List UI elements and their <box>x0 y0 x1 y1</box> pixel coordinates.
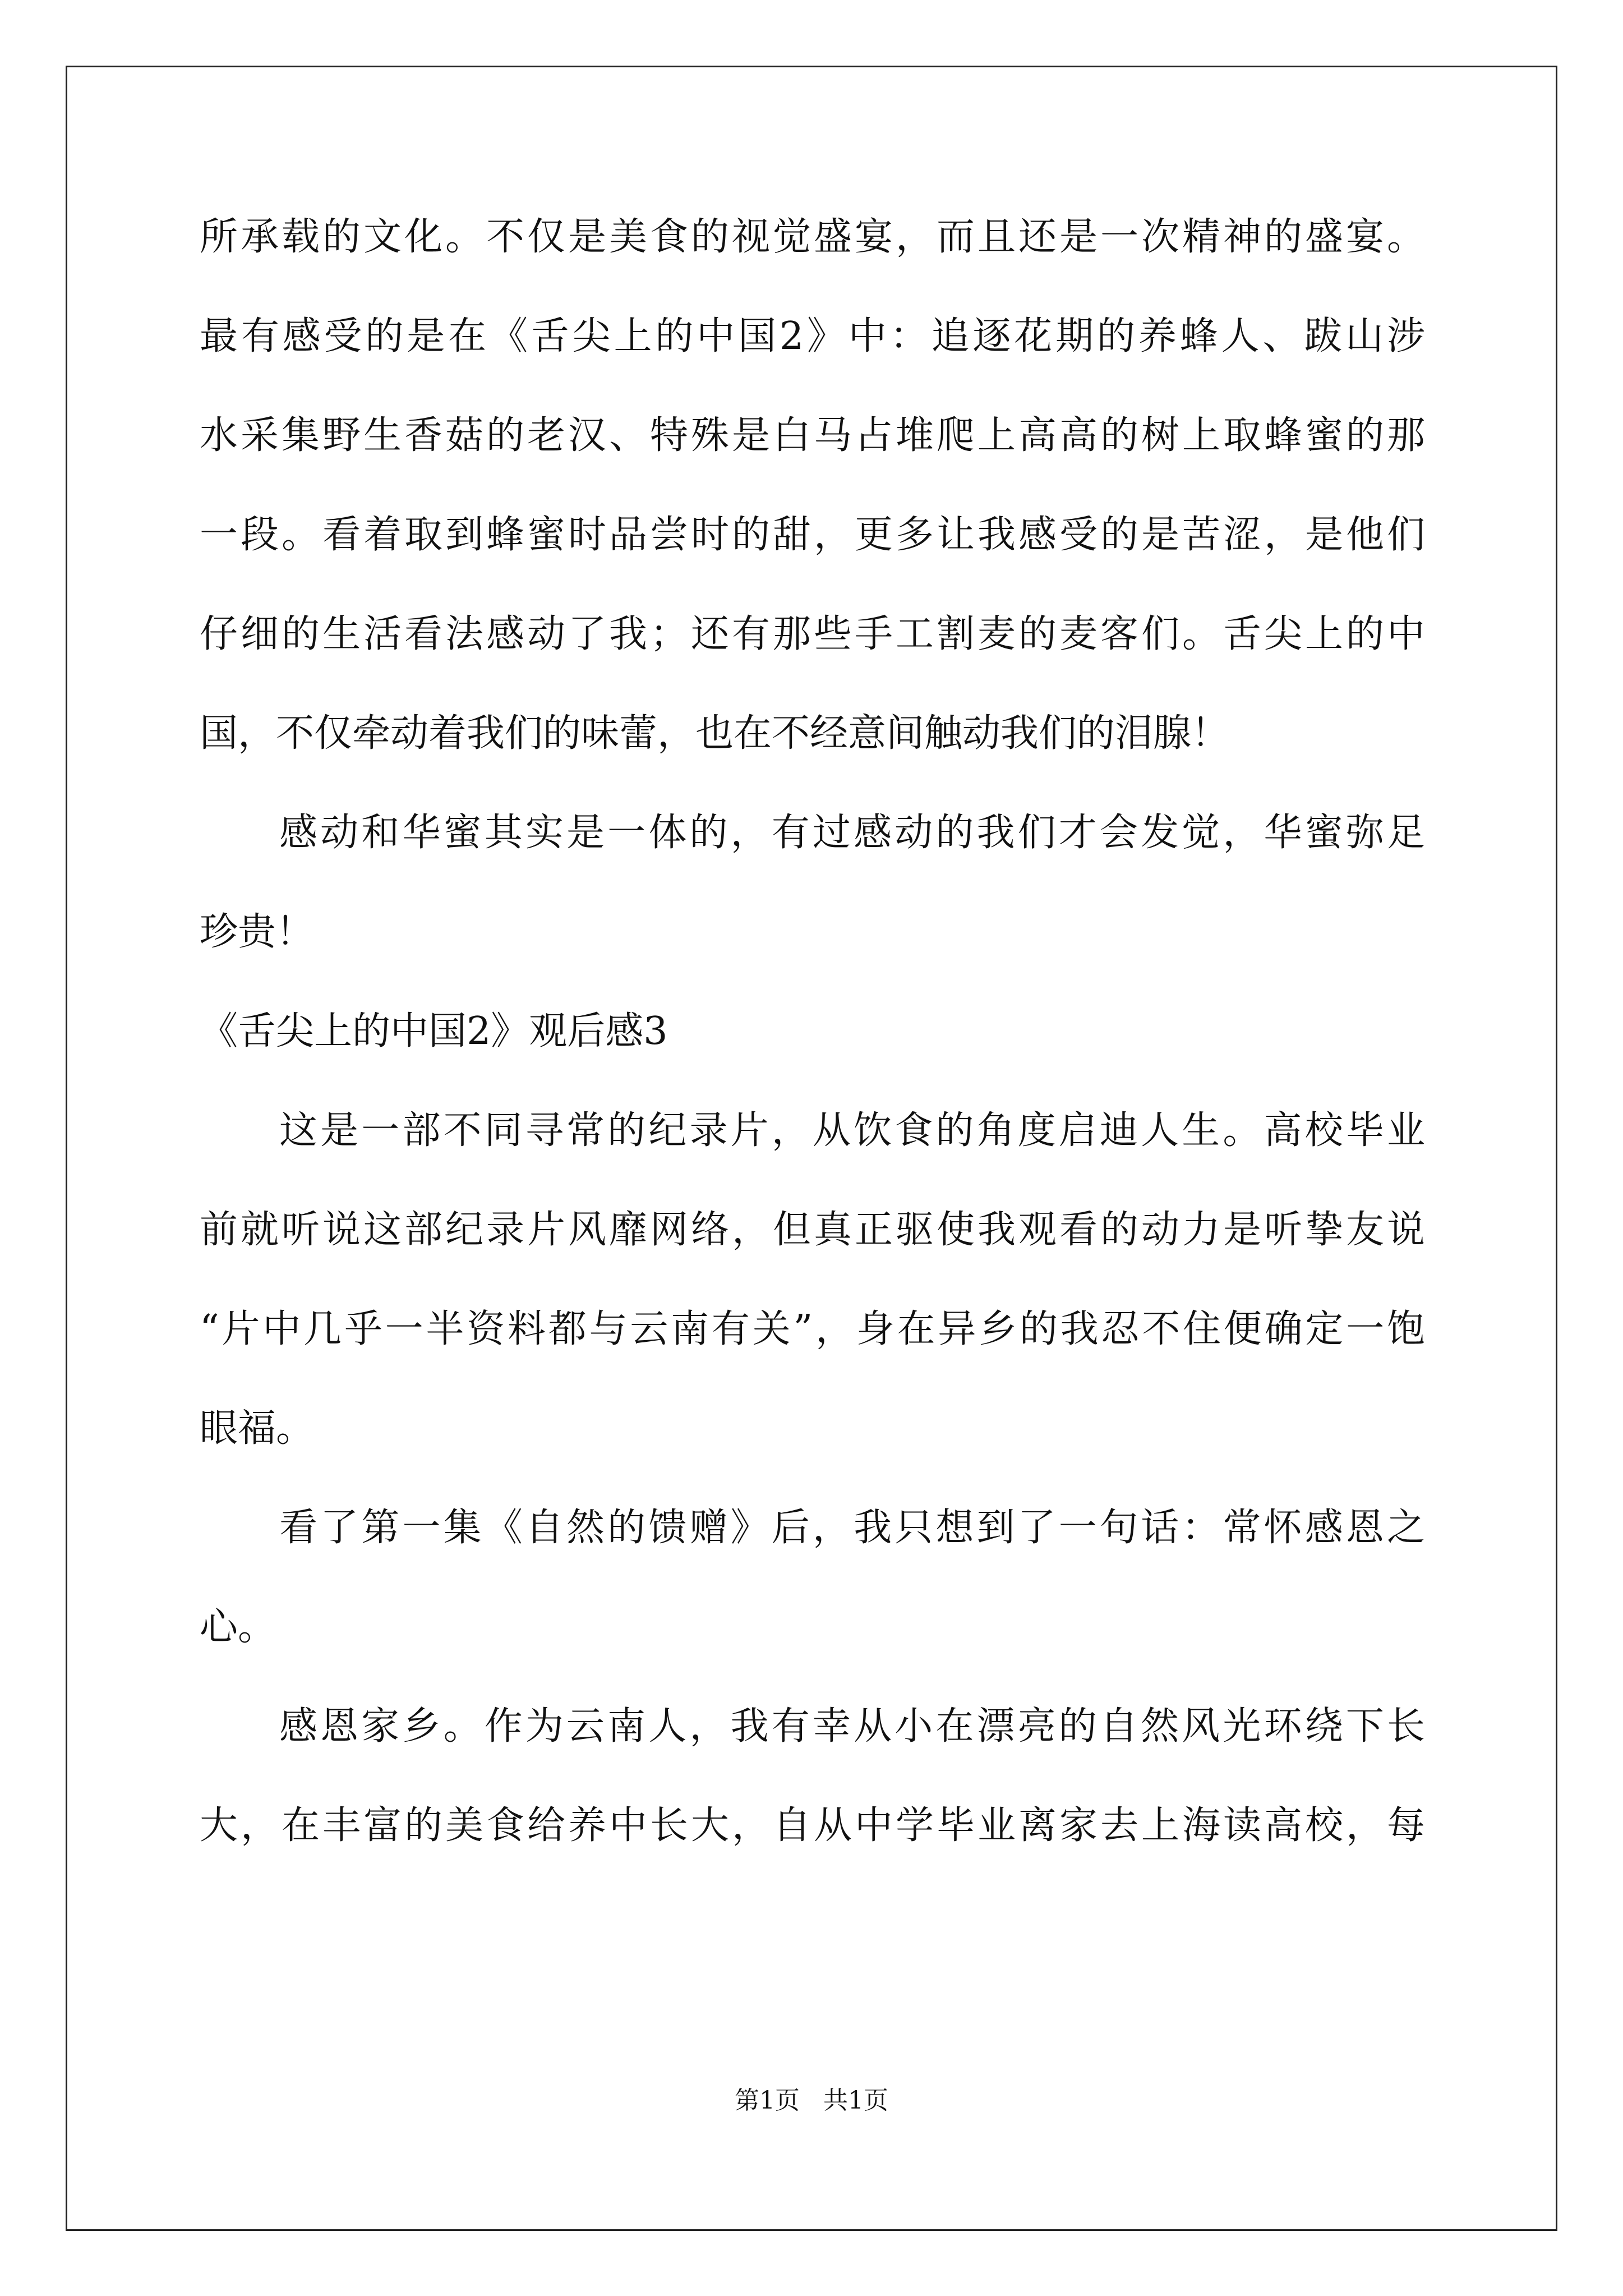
section-heading: 《舌尖上的中国2》观后感3 <box>200 1009 668 1053</box>
text-line-15: 心。 <box>200 1605 276 1649</box>
page-footer: 第1页 共1页 <box>735 2086 888 2115</box>
text-line-10: 这是一部不同寻常的纪录片，从饮食的角度启迪人生。高校毕业 <box>279 1108 1425 1153</box>
text-line-12: “片中几乎一半资料都与云南有关”，身在异乡的我忍不住便确定一饱 <box>200 1307 1425 1351</box>
text-line-4: 一段。看着取到蜂蜜时品尝时的甜，更多让我感受的是苦涩，是他们 <box>200 513 1425 557</box>
text-line-3: 水采集野生香菇的老汉、特殊是白马占堆爬上高高的树上取蜂蜜的那 <box>200 413 1425 458</box>
text-line-8: 珍贵！ <box>200 910 315 954</box>
text-line-17: 大，在丰富的美食给养中长大，自从中学毕业离家去上海读高校，每 <box>200 1803 1425 1848</box>
text-line-5: 仔细的生活看法感动了我；还有那些手工割麦的麦客们。舌尖上的中 <box>200 612 1425 656</box>
document-body <box>200 206 1425 1894</box>
text-line-6: 国，不仅牵动着我们的味蕾，也在不经意间触动我们的泪腺！ <box>200 711 1230 756</box>
text-line-16: 感恩家乡。作为云南人，我有幸从小在漂亮的自然风光环绕下长 <box>279 1704 1425 1749</box>
text-line-1: 所承载的文化。不仅是美食的视觉盛宴，而且还是一次精神的盛宴。 <box>200 215 1425 259</box>
text-line-7: 感动和华蜜其实是一体的，有过感动的我们才会发觉，华蜜弥足 <box>279 811 1425 855</box>
text-line-13: 眼福。 <box>200 1406 315 1451</box>
text-line-2: 最有感受的是在《舌尖上的中国2》中：追逐花期的养蜂人、跋山涉 <box>200 314 1425 358</box>
text-line-14: 看了第一集《自然的馈赠》后，我只想到了一句话：常怀感恩之 <box>279 1506 1425 1550</box>
text-line-11: 前就听说这部纪录片风靡网络，但真正驱使我观看的动力是听挚友说 <box>200 1208 1425 1252</box>
